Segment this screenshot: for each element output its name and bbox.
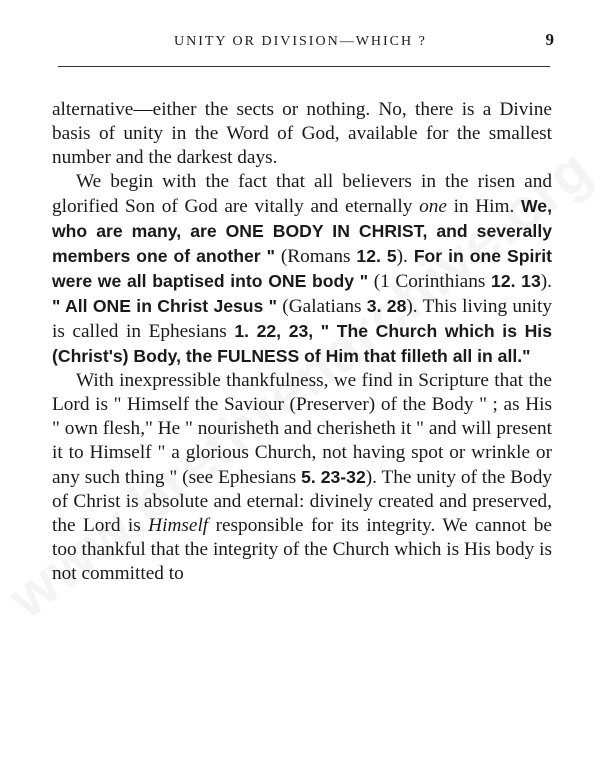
- quote-corinthians: For in one Spirit were we all baptised into ONE body ": [52, 246, 552, 291]
- para2-text-3: (Romans: [274, 246, 357, 267]
- ref-corinthians: 12. 13: [491, 271, 541, 291]
- page-number: 9: [545, 30, 554, 49]
- para3-text-3: responsible for its integrity. We cannot be too thankful that the integrity of the Church which is His body is not committed to: [52, 515, 552, 584]
- ref-romans: 12. 5: [356, 246, 397, 266]
- ref-ephesians-1: 1. 22, 23,: [234, 321, 314, 341]
- para2-text-7: (Galatians: [277, 296, 367, 317]
- ref-ephesians-5: 5. 23-32: [301, 467, 366, 487]
- para2-text-6: ).: [540, 271, 553, 292]
- para2-text-4: ).: [396, 246, 414, 267]
- running-head: UNITY OR DIVISION—WHICH ?: [174, 34, 427, 49]
- header-rule: [58, 66, 550, 67]
- paragraph-3: [52, 369, 552, 586]
- para3-italic-himself: Himself: [148, 515, 209, 536]
- para2-text-5: (1 Corinthians: [368, 271, 492, 292]
- paragraph-2: [52, 170, 552, 369]
- ref-galatians: 3. 28: [366, 296, 407, 316]
- paragraph-1-text: alternative—either the sects or nothing. No, there is a Divine basis of unity in the Word of God, available for the smallest number and the darkest days.: [52, 99, 552, 168]
- para2-italic-one: one: [419, 196, 447, 217]
- para2-text-9: [313, 321, 321, 342]
- quote-ephesians: " The Church which is His (Christ's) Body, the FULNESS of Him that filleth all in all.": [52, 321, 552, 366]
- quote-romans: We, who are many, are ONE BODY IN CHRIST, and severally members one of another ": [52, 196, 552, 266]
- body-text: [52, 98, 552, 586]
- para3-text-2: ). The unity of the Body of Christ is absolute and eternal: divinely created and preserved, the Lord is: [52, 467, 552, 536]
- para2-text-8: ). This living unity is called in Ephesians: [52, 296, 552, 342]
- quote-galatians: " All ONE in Christ Jesus ": [52, 296, 278, 316]
- para2-text-1: We begin with the fact that all believers in the risen and glorified Son of God are vitally and eternally: [52, 171, 552, 217]
- paragraph-1: [52, 98, 552, 170]
- para3-text-1: With inexpressible thankfulness, we find in Scripture that the Lord is " Himself the Saviour (Preserver) of the Body " ; as His " own flesh," He " nourisheth and cherisheth it " and will present it to Himself " a glorious Church, not having spot or wrinkle or any such thing " (see Ephesians: [52, 370, 553, 488]
- para2-text-2: in Him.: [446, 196, 522, 217]
